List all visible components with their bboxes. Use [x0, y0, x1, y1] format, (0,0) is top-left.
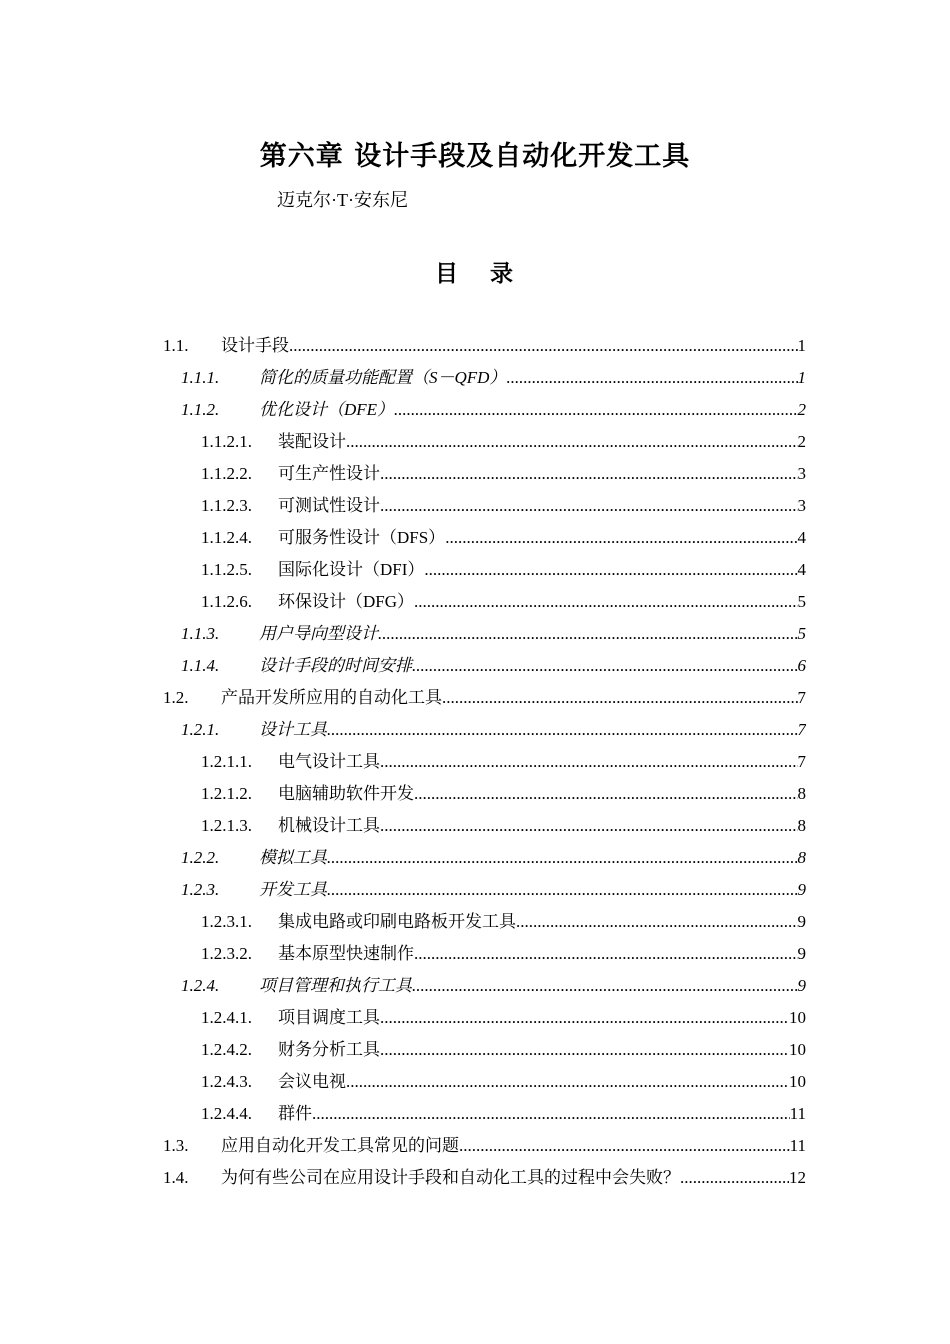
- toc-entry-line: [259, 970, 806, 1002]
- toc-entry-page-number: 9: [797, 976, 806, 995]
- toc-entry-page-number: 7: [797, 752, 806, 771]
- toc-entry-label: 项目调度工具: [278, 1008, 380, 1027]
- toc-dot-leader: [412, 650, 798, 682]
- toc-entry-number: 1.1.2.5.: [201, 560, 252, 579]
- toc-dot-leader: [346, 426, 798, 458]
- toc-entry-page-number: 10: [789, 1072, 806, 1091]
- toc-entry-label: 用户导向型设计: [259, 624, 378, 643]
- toc-entry-line: [278, 810, 806, 842]
- document-author: 迈克尔·T·安东尼: [277, 190, 408, 210]
- toc-entry-label: 应用自动化开发工具常见的问题: [221, 1136, 459, 1155]
- toc-entry-line: [221, 330, 806, 362]
- toc-entry-line: [278, 458, 806, 490]
- toc-entry-line: [259, 394, 806, 426]
- toc-entry-label: 基本原型快速制作: [278, 944, 414, 963]
- toc-entry-number: 1.1.2.1.: [201, 432, 252, 451]
- toc-entry-label: 机械设计工具: [278, 816, 380, 835]
- toc-dot-leader: [327, 714, 798, 746]
- toc-entry-number: 1.2.4.: [181, 976, 220, 995]
- toc-heading: 目 录: [434, 261, 525, 287]
- toc-entry-label: 设计工具: [259, 720, 327, 739]
- toc-entry-number: 1.2.4.2.: [201, 1040, 252, 1059]
- toc-entry-number: 1.1.2.6.: [201, 592, 252, 611]
- toc-entry[interactable]: [0, 330, 950, 362]
- toc-entry-line: [259, 842, 806, 874]
- toc-entry-number: 1.1.2.: [181, 400, 220, 419]
- toc-entry-number: 1.2.1.1.: [201, 752, 252, 771]
- toc-entry-page-number: 5: [797, 624, 806, 643]
- toc-entry-page-number: 9: [797, 880, 806, 899]
- toc-dot-leader: [414, 586, 797, 618]
- toc-entry-page-number: 8: [797, 848, 806, 867]
- toc-entry-number: 1.2.3.2.: [201, 944, 252, 963]
- toc-entry[interactable]: [0, 490, 950, 522]
- toc-entry-page-number: 4: [797, 528, 806, 547]
- toc-entry-label: 设计手段: [221, 336, 289, 355]
- toc-entry-page-number: 9: [797, 912, 806, 931]
- toc-entry-number: 1.2.1.: [181, 720, 220, 739]
- toc-entry[interactable]: [0, 586, 950, 618]
- toc-entry-line: [221, 1162, 806, 1194]
- toc-dot-leader: [380, 1002, 789, 1034]
- toc-entry-line: [278, 746, 806, 778]
- toc-entry-line: [278, 1002, 806, 1034]
- toc-dot-leader: [412, 970, 798, 1002]
- toc-entry-label: 国际化设计（DFI）: [278, 560, 425, 579]
- toc-entry[interactable]: [0, 1002, 950, 1034]
- toc-entry-label: 环保设计（DFG）: [278, 592, 415, 611]
- toc-entry[interactable]: [0, 426, 950, 458]
- toc-entry-number: 1.2.: [163, 688, 189, 707]
- toc-dot-leader: [380, 810, 798, 842]
- toc-dot-leader: [327, 874, 798, 906]
- toc-dot-leader: [424, 554, 797, 586]
- toc-entry[interactable]: [0, 842, 950, 874]
- toc-entry-page-number: 1: [797, 368, 806, 387]
- toc-entry-number: 1.2.3.: [181, 880, 220, 899]
- toc-entry[interactable]: [0, 810, 950, 842]
- toc-entry-page-number: 9: [797, 944, 806, 963]
- toc-entry-line: [278, 1034, 806, 1066]
- toc-entry[interactable]: [0, 522, 950, 554]
- toc-entry-number: 1.2.4.3.: [201, 1072, 252, 1091]
- toc-entry-page-number: 11: [789, 1104, 806, 1123]
- toc-entry-number: 1.1.3.: [181, 624, 220, 643]
- toc-entry-line: [278, 1098, 806, 1130]
- toc-entry-page-number: 2: [797, 400, 806, 419]
- toc-entry-label: 优化设计（DFE）: [259, 400, 395, 419]
- toc-entry-line: [278, 938, 806, 970]
- toc-entry[interactable]: [0, 1066, 950, 1098]
- toc-entry-line: [259, 362, 806, 394]
- toc-entry-page-number: 6: [797, 656, 806, 675]
- toc-entry-line: [278, 490, 806, 522]
- toc-entry-page-number: 3: [797, 496, 806, 515]
- toc-entry-line: [259, 874, 806, 906]
- toc-dot-leader: [312, 1098, 790, 1130]
- toc-dot-leader: [414, 938, 798, 970]
- toc-entry-line: [221, 682, 806, 714]
- toc-entry-label: 群件: [278, 1104, 312, 1123]
- toc-dot-leader: [442, 682, 798, 714]
- toc-entry[interactable]: [0, 554, 950, 586]
- toc-entry-line: [278, 906, 806, 938]
- toc-entry[interactable]: [0, 970, 950, 1002]
- toc-entry-number: 1.1.2.4.: [201, 528, 252, 547]
- toc-entry-number: 1.1.2.3.: [201, 496, 252, 515]
- toc-entry[interactable]: [0, 458, 950, 490]
- toc-entry[interactable]: [0, 746, 950, 778]
- toc-entry[interactable]: [0, 1130, 950, 1162]
- toc-entry-line: [278, 554, 806, 586]
- toc-entry[interactable]: [0, 938, 950, 970]
- toc-entry-number: 1.2.2.: [181, 848, 220, 867]
- toc-entry[interactable]: [0, 618, 950, 650]
- toc-entry-label: 开发工具: [259, 880, 327, 899]
- toc-dot-leader: [380, 1034, 789, 1066]
- toc-dot-leader: [380, 490, 798, 522]
- toc-entry[interactable]: [0, 778, 950, 810]
- toc-entry-label: 电脑辅助软件开发: [278, 784, 414, 803]
- toc-entry-page-number: 8: [797, 784, 806, 803]
- toc-entry-page-number: 3: [797, 464, 806, 483]
- toc-dot-leader: [378, 618, 798, 650]
- toc-dot-leader: [380, 458, 798, 490]
- toc-entry-label: 电气设计工具: [278, 752, 380, 771]
- table-of-contents: [0, 330, 950, 1194]
- toc-entry-label: 会议电视: [278, 1072, 346, 1091]
- toc-entry-page-number: 7: [797, 720, 806, 739]
- toc-entry[interactable]: [0, 1098, 950, 1130]
- toc-dot-leader: [380, 746, 798, 778]
- toc-entry[interactable]: [0, 1034, 950, 1066]
- toc-entry[interactable]: [0, 394, 950, 426]
- toc-entry-line: [278, 778, 806, 810]
- toc-entry[interactable]: [0, 682, 950, 714]
- toc-dot-leader: [445, 522, 797, 554]
- toc-entry-page-number: 4: [797, 560, 806, 579]
- toc-entry-number: 1.1.1.: [181, 368, 220, 387]
- toc-entry-label: 产品开发所应用的自动化工具: [221, 688, 442, 707]
- toc-entry-page-number: 2: [797, 432, 806, 451]
- toc-dot-leader: [414, 778, 798, 810]
- toc-entry-label: 为何有些公司在应用设计手段和自动化工具的过程中会失败？: [221, 1168, 680, 1187]
- toc-entry-page-number: 11: [789, 1136, 806, 1155]
- toc-entry-page-number: 5: [797, 592, 806, 611]
- toc-dot-leader: [289, 330, 798, 362]
- toc-entry-label: 项目管理和执行工具: [259, 976, 412, 995]
- toc-entry-number: 1.2.1.2.: [201, 784, 252, 803]
- toc-entry-page-number: 10: [789, 1008, 806, 1027]
- toc-entry-label: 可测试性设计: [278, 496, 380, 515]
- toc-entry[interactable]: [0, 906, 950, 938]
- toc-dot-leader: [394, 394, 797, 426]
- toc-entry-number: 1.2.4.4.: [201, 1104, 252, 1123]
- toc-entry[interactable]: [0, 362, 950, 394]
- toc-entry-line: [278, 522, 806, 554]
- toc-dot-leader: [327, 842, 798, 874]
- toc-entry-page-number: 8: [797, 816, 806, 835]
- toc-entry-label: 可生产性设计: [278, 464, 380, 483]
- toc-dot-leader: [516, 906, 798, 938]
- toc-entry-line: [278, 586, 806, 618]
- toc-dot-leader: [506, 362, 797, 394]
- toc-entry-line: [259, 618, 806, 650]
- toc-entry-label: 装配设计: [278, 432, 346, 451]
- toc-entry-line: [278, 1066, 806, 1098]
- toc-entry[interactable]: [0, 1162, 950, 1194]
- toc-entry-number: 1.3.: [163, 1136, 189, 1155]
- toc-entry-number: 1.2.4.1.: [201, 1008, 252, 1027]
- toc-entry-number: 1.1.: [163, 336, 189, 355]
- toc-dot-leader: [680, 1162, 789, 1194]
- toc-entry[interactable]: [0, 650, 950, 682]
- toc-entry-label: 简化的质量功能配置（S－QFD）: [259, 368, 507, 387]
- toc-entry[interactable]: [0, 874, 950, 906]
- toc-entry-label: 可服务性设计（DFS）: [278, 528, 446, 547]
- toc-dot-leader: [346, 1066, 789, 1098]
- toc-entry-label: 财务分析工具: [278, 1040, 380, 1059]
- toc-entry-number: 1.4.: [163, 1168, 189, 1187]
- toc-entry[interactable]: [0, 714, 950, 746]
- document-title: 第六章 设计手段及自动化开发工具: [259, 141, 691, 172]
- toc-entry-number: 1.1.2.2.: [201, 464, 252, 483]
- toc-entry-page-number: 12: [789, 1168, 806, 1187]
- toc-entry-line: [278, 426, 806, 458]
- toc-entry-number: 1.2.3.1.: [201, 912, 252, 931]
- toc-entry-number: 1.2.1.3.: [201, 816, 252, 835]
- toc-entry-label: 集成电路或印刷电路板开发工具: [278, 912, 516, 931]
- toc-entry-line: [259, 714, 806, 746]
- toc-entry-label: 设计手段的时间安排: [259, 656, 412, 675]
- toc-entry-page-number: 1: [797, 336, 806, 355]
- toc-entry-label: 模拟工具: [259, 848, 327, 867]
- toc-entry-number: 1.1.4.: [181, 656, 220, 675]
- toc-entry-page-number: 10: [789, 1040, 806, 1059]
- toc-entry-line: [259, 650, 806, 682]
- toc-entry-page-number: 7: [797, 688, 806, 707]
- toc-dot-leader: [459, 1130, 790, 1162]
- toc-entry-line: [221, 1130, 806, 1162]
